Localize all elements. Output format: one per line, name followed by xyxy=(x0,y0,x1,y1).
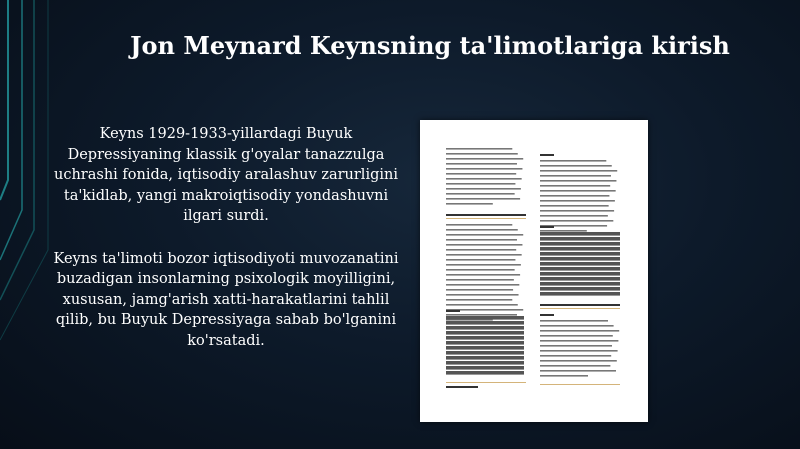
doc-shaded-block xyxy=(540,247,620,251)
doc-shaded-block xyxy=(446,366,524,370)
doc-shaded-block xyxy=(446,351,524,355)
doc-text-line xyxy=(446,183,515,185)
doc-text-line xyxy=(446,163,517,165)
doc-text-line xyxy=(446,193,515,195)
doc-shaded-block xyxy=(540,237,620,241)
doc-heading-bar xyxy=(446,214,526,216)
doc-shaded-block xyxy=(446,316,524,320)
doc-text-line xyxy=(540,365,610,367)
doc-text-line xyxy=(446,254,522,256)
doc-text-line xyxy=(540,340,618,342)
doc-rule xyxy=(446,382,526,383)
doc-shaded-block xyxy=(540,242,620,246)
doc-text-line xyxy=(540,210,614,212)
doc-shaded-block xyxy=(540,267,620,271)
doc-shaded-block xyxy=(446,341,524,345)
doc-text-line xyxy=(540,220,613,222)
doc-shaded-block xyxy=(540,277,620,281)
doc-text-line xyxy=(446,234,523,236)
doc-text-line xyxy=(540,160,606,162)
doc-text-line xyxy=(540,205,609,207)
doc-text-line xyxy=(540,375,588,377)
doc-text-line xyxy=(446,304,518,306)
doc-text-line xyxy=(446,249,516,251)
doc-subheading-bar xyxy=(446,310,460,312)
doc-text-line xyxy=(540,320,608,322)
doc-shaded-block xyxy=(446,331,524,335)
doc-shaded-block xyxy=(540,257,620,261)
doc-text-line xyxy=(446,299,512,301)
doc-text-line xyxy=(540,195,609,197)
doc-text-line xyxy=(540,215,608,217)
doc-shaded-block xyxy=(540,282,620,286)
doc-text-line xyxy=(446,269,515,271)
doc-shaded-block xyxy=(540,292,620,296)
doc-text-line xyxy=(540,180,616,182)
doc-text-line xyxy=(540,350,618,352)
doc-text-line xyxy=(446,178,522,180)
doc-shaded-block xyxy=(540,252,620,256)
doc-shaded-block xyxy=(540,272,620,276)
doc-text-line xyxy=(540,335,613,337)
doc-shaded-block xyxy=(446,321,524,325)
doc-text-line xyxy=(446,284,519,286)
doc-text-line xyxy=(540,175,611,177)
doc-text-line xyxy=(446,239,517,241)
doc-text-line xyxy=(540,200,615,202)
doc-text-line xyxy=(540,355,611,357)
doc-text-line xyxy=(540,370,616,372)
doc-shaded-block xyxy=(540,287,620,291)
doc-shaded-block xyxy=(446,371,524,375)
doc-text-line xyxy=(446,203,493,205)
doc-text-line xyxy=(446,153,518,155)
document-page-thumbnail xyxy=(420,120,648,422)
doc-text-line xyxy=(446,198,520,200)
doc-subheading-bar xyxy=(540,154,554,156)
doc-text-line xyxy=(446,168,522,170)
slide-title: Jon Meynard Keynsning ta'limotlariga kirish xyxy=(130,31,730,60)
doc-rule xyxy=(446,218,526,219)
doc-shaded-block xyxy=(446,346,524,350)
doc-text-line xyxy=(446,289,513,291)
doc-shaded-block xyxy=(540,232,620,236)
doc-text-line xyxy=(540,330,619,332)
doc-subheading-bar xyxy=(540,314,554,316)
slide-body xyxy=(48,124,404,373)
doc-text-line xyxy=(446,274,520,276)
doc-shaded-block xyxy=(540,262,620,266)
doc-text-line xyxy=(446,294,519,296)
paragraph-theory: Keyns ta'limoti bozor iqtisodiyoti muvozanatini buzadigan insonlarning psixologik moyilligini, xususan, jamg'arish xatti-harakatlarini tahlil qilib, bu Buyuk Depressiyaga sabab bo'lganini ko'rsatadi. xyxy=(53,250,399,349)
doc-rule xyxy=(540,308,620,309)
doc-text-line xyxy=(540,185,610,187)
doc-text-line xyxy=(446,279,514,281)
doc-text-line xyxy=(540,345,612,347)
paragraph-intro: Keyns 1929-1933-yillardagi Buyuk Depressiyaning klassik g'oyalar tanazzulga uchrashi fonida, iqtisodiy aralashuv zarurligini ta'kidlab, yangi makroiqtisodiy yondashuvni ilgari surdi. xyxy=(54,126,398,224)
doc-text-line xyxy=(540,360,617,362)
doc-text-line xyxy=(446,264,521,266)
doc-text-line xyxy=(540,190,616,192)
doc-text-line xyxy=(540,165,612,167)
doc-heading-bar xyxy=(446,386,478,388)
doc-text-line xyxy=(446,244,522,246)
doc-rule xyxy=(540,384,620,385)
doc-subheading-bar xyxy=(540,226,554,228)
doc-shaded-block xyxy=(446,356,524,360)
doc-text-line xyxy=(540,325,614,327)
doc-shaded-block xyxy=(446,326,524,330)
doc-text-line xyxy=(446,188,521,190)
doc-text-line xyxy=(446,224,512,226)
doc-text-line xyxy=(446,173,516,175)
doc-shaded-block xyxy=(446,336,524,340)
doc-shaded-block xyxy=(446,361,524,365)
doc-text-line xyxy=(446,259,515,261)
doc-text-line xyxy=(540,230,587,232)
doc-text-line xyxy=(446,229,518,231)
doc-heading-bar xyxy=(540,304,620,306)
doc-text-line xyxy=(446,314,517,316)
document-page-image xyxy=(420,120,648,422)
doc-text-line xyxy=(446,158,523,160)
doc-text-line xyxy=(446,148,512,150)
doc-text-line xyxy=(540,170,617,172)
